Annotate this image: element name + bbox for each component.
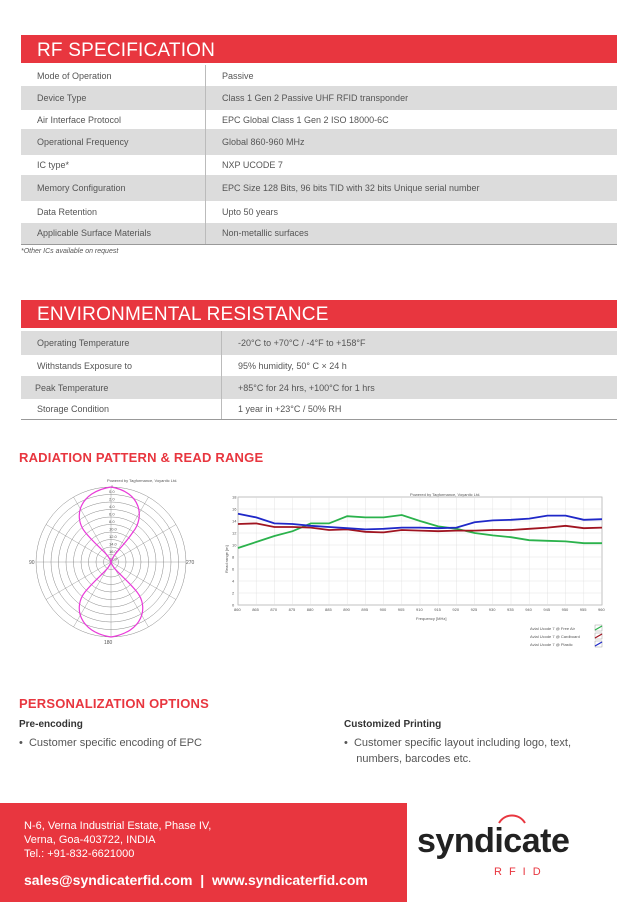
polar-spoke [111, 562, 149, 627]
polar-ring-label: 16.0 [109, 549, 117, 554]
env-value: +85°C for 24 hrs, +100°C for 1 hrs [222, 376, 618, 399]
polar-angle-180: 180 [104, 640, 113, 646]
spec-label: Operational Frequency [21, 129, 206, 155]
table-row [21, 376, 617, 399]
table-row [21, 155, 617, 175]
spec-value: EPC Global Class 1 Gen 2 ISO 18000-6C [206, 110, 618, 129]
polar-spoke [46, 562, 111, 600]
logo-wordmark: syndicate [417, 822, 570, 860]
spec-value: NXP UCODE 7 [206, 155, 618, 175]
y-tick-label: 16 [232, 506, 237, 512]
x-tick-label: 895 [361, 607, 369, 612]
spec-label: Applicable Surface Materials [21, 223, 206, 244]
x-tick-label: 920 [452, 607, 460, 612]
table-row [21, 223, 617, 244]
y-tick-label: 6 [232, 566, 235, 572]
spec-value: EPC Size 128 Bits, 96 bits TID with 32 bits Unique serial number [206, 175, 618, 201]
polar-angle-90: 90 [29, 560, 35, 566]
x-tick-label: 945 [543, 607, 551, 612]
table-row [21, 355, 617, 376]
x-tick-label: 875 [288, 607, 296, 612]
table-row [21, 65, 617, 86]
spec-label: Device Type [21, 86, 206, 110]
x-tick-label: 900 [379, 607, 387, 612]
env-value: -20°C to +70°C / -4°F to +158°F [222, 331, 618, 355]
polar-ring-label: 18.0 [109, 556, 117, 562]
legend-label: Avial Ucode 7 @ Plastic [530, 642, 573, 647]
x-tick-label: 925 [470, 607, 478, 612]
x-tick-label: 860 [234, 607, 241, 612]
contact-links[interactable]: sales@syndicaterfid.com | www.syndicaterfid.com [24, 872, 368, 888]
chart-powered-by: Powered by Tagformance, Voyantic Ltd. [410, 492, 481, 497]
x-tick-label: 950 [561, 607, 569, 612]
table-row [21, 331, 617, 355]
rf-spec-title: RF SPECIFICATION [21, 35, 617, 63]
pre-encoding-title: Pre-encoding [19, 719, 83, 730]
address-line-1: N-6, Verna Industrial Estate, Phase IV, [24, 820, 212, 832]
pre-encoding-bullet: • Customer specific encoding of EPC [19, 737, 202, 749]
logo-subtitle: RFID [494, 866, 548, 878]
polar-spoke [46, 525, 111, 563]
x-tick-label: 870 [270, 607, 278, 612]
table-row [21, 86, 617, 110]
polar-ring-label: 2.0 [109, 496, 115, 502]
y-tick-label: 0 [232, 602, 235, 608]
table-row [21, 175, 617, 201]
y-tick-label: 14 [232, 518, 237, 524]
env-table [21, 331, 617, 420]
env-title: ENVIRONMENTAL RESISTANCE [21, 300, 617, 328]
env-label: Storage Condition [21, 399, 222, 419]
spec-value: Class 1 Gen 2 Passive UHF RFID transponder [206, 86, 618, 110]
polar-ring-label: 12.0 [109, 534, 117, 539]
env-label: Peak Temperature [21, 376, 222, 399]
polar-ring-label: 0.0 [109, 489, 115, 494]
footer-address [24, 819, 211, 861]
polar-powered-by: Powered by Tagformance, Voyantic Ltd. [107, 478, 178, 483]
rf-spec-table [21, 65, 617, 245]
customized-printing-text-2: numbers, barcodes etc. [356, 753, 472, 765]
customized-printing-bullet: • Customer specific layout including logo, text, numbers, barcodes etc. [344, 737, 572, 765]
spec-label: Memory Configuration [21, 175, 206, 201]
customized-printing-text-1: Customer specific layout including logo, text, [353, 737, 572, 749]
polar-spoke [74, 497, 112, 562]
spec-value: Upto 50 years [206, 201, 618, 223]
spec-value: Passive [206, 65, 618, 86]
x-tick-label: 910 [416, 607, 423, 612]
ic-note: *Other ICs available on request [21, 248, 119, 255]
x-tick-label: 960 [598, 607, 605, 612]
spec-value: Non-metallic surfaces [206, 223, 618, 244]
spec-label: Air Interface Protocol [21, 110, 206, 129]
y-tick-label: 2 [232, 590, 235, 596]
spec-label: IC type* [21, 155, 206, 175]
read-range-chart [220, 488, 615, 653]
x-tick-label: 955 [579, 607, 587, 612]
x-tick-label: 935 [507, 607, 514, 612]
spec-label: Mode of Operation [21, 65, 206, 86]
x-tick-label: 865 [252, 607, 259, 612]
y-tick-label: 10 [232, 542, 237, 548]
chart-ylabel: Read range [m] [224, 545, 229, 573]
env-value: 95% humidity, 50° C × 24 h [222, 355, 618, 376]
x-tick-label: 890 [343, 607, 350, 612]
polar-ring-label: 6.0 [109, 511, 115, 517]
polar-ring-label: 10.0 [109, 526, 117, 532]
polar-spoke [111, 562, 176, 600]
table-row [21, 129, 617, 155]
y-tick-label: 18 [232, 494, 237, 500]
env-value: 1 year in +23°C / 50% RH [222, 399, 618, 419]
table-row [21, 201, 617, 223]
x-tick-label: 940 [525, 607, 532, 612]
personalization-title: PERSONALIZATION OPTIONS [19, 696, 209, 711]
polar-ring-label: 4.0 [109, 504, 115, 509]
legend-label: Avial Ucode 7 @ Free Air [530, 626, 575, 631]
chart-xlabel: Frequency [MHz] [416, 616, 447, 621]
pre-encoding-text: Customer specific encoding of EPC [28, 737, 202, 749]
polar-ring-label: 14.0 [109, 541, 117, 547]
x-tick-label: 915 [434, 607, 441, 612]
phone: Tel.: +91-832-6621000 [24, 848, 135, 860]
env-label: Withstands Exposure to [21, 355, 222, 376]
y-tick-label: 4 [232, 578, 235, 584]
table-row [21, 110, 617, 129]
x-tick-label: 880 [306, 607, 314, 612]
polar-angle-270: 270 [186, 560, 195, 566]
legend-label: Avial Ucode 7 @ Cardboard [530, 634, 580, 639]
polar-ring-labels [109, 489, 118, 562]
y-tick-label: 12 [232, 530, 237, 536]
x-tick-label: 930 [488, 607, 496, 612]
spec-label: Data Retention [21, 201, 206, 223]
polar-angle-0: 0 [111, 484, 114, 489]
address-line-2: Verna, Goa-403722, INDIA [24, 834, 156, 846]
polar-spoke [111, 525, 176, 563]
radiation-title: RADIATION PATTERN & READ RANGE [19, 450, 264, 465]
env-label: Operating Temperature [21, 331, 222, 355]
x-tick-label: 885 [325, 607, 332, 612]
polar-plot [19, 472, 209, 652]
table-row [21, 399, 617, 419]
spec-value: Global 860-960 MHz [206, 129, 618, 155]
customized-printing-title: Customized Printing [344, 719, 442, 730]
x-tick-label: 905 [397, 607, 405, 612]
y-tick-label: 8 [232, 554, 235, 560]
polar-ring-label: 8.0 [109, 519, 115, 524]
polar-spoke [74, 562, 112, 627]
